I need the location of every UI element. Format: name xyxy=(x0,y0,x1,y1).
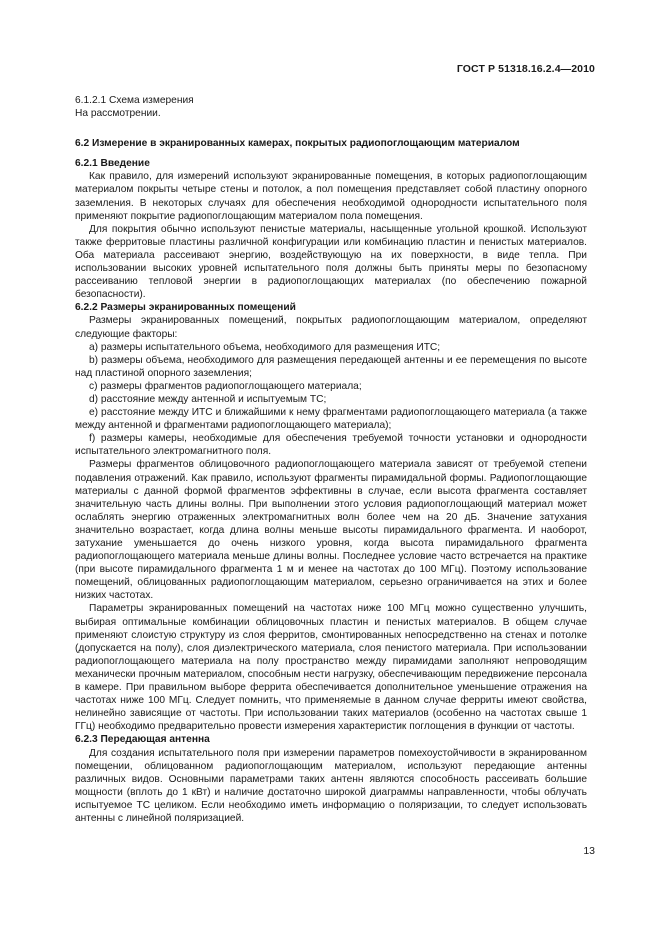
list-item-d: d) расстояние между антенной и испытуемым ТС; xyxy=(89,393,327,405)
document-body xyxy=(75,94,587,825)
section-621-paragraph-2: Для покрытия обычно используют пенистые материалы, насыщенные угольной крошкой. Используют также ферритовые пластины различной конфигурации или комбинацию пластин и пенистых материалов. Оба материала рассеивают энергию, воздействующую на их поверхности, в виде тепла. При использовании высоких уровней испытательного поля должны быть приняты меры по безопасному рассеиванию тепловой энергии в радиопоглощающих материалах (по обеспечению пожарной безопасности). xyxy=(75,223,587,301)
section-6121-text: На рассмотрении. xyxy=(75,108,161,120)
list-item-a: a) размеры испытательного объема, необходимого для размещения ИТС; xyxy=(89,341,441,353)
section-62-title: 6.2 Измерение в экранированных камерах, покрытых радиопоглощающим материалом xyxy=(75,138,520,150)
section-622-title: 6.2.2 Размеры экранированных помещений xyxy=(75,302,296,314)
section-622-paragraph-2: Параметры экранированных помещений на частотах ниже 100 МГц можно существенно улучшить, выбирая оптимальные комбинации облицовочных пластин и пенистых материалов. В общем случае применяют слоистую структуру из слоя ферритов, смонтированных непосредственно на стенах и потолке (допускается на полу), слоя диэлектрического материала, слоя пенистого материала. При использовании радиопоглощающего материала на полу пространство между пирамидами заполняют непроводящим механически прочным материалом, способным нести нагрузку, обеспечивающим передвижение персонала в камере. При правильном выборе феррита обеспечивается дополнительное уменьшение отражения на частотах ниже 100 МГц. Следует помнить, что применяемые в данном случае ферриты имеют свойства, нелинейно зависящие от частоты. При использовании таких материалов (особенно на частотах свыше 1 ГГц) необходимо предварительно провести измерения характеристик поглощения в функции от частоты. xyxy=(75,603,587,733)
list-item-b: b) размеры объема, необходимого для размещения передающей антенны и ее перемещения по высоте над пластиной опорного заземления; xyxy=(75,354,587,379)
page-number: 13 xyxy=(583,845,595,857)
list-item-e: e) расстояние между ИТС и ближайшими к нему фрагментами радиопоглощающего материала (а также между антенной и фрагментами радиопоглощающего материала); xyxy=(75,407,587,432)
section-622-paragraph-1: Размеры фрагментов облицовочного радиопоглощающего материала зависят от требуемой степени подавления отражений. Как правило, используют фрагменты пирамидальной формы. Радиопоглощающие материалы с данной формой фрагментов эффективны в случае, если высота фрагмента составляет значительную часть длины волны. При выполнении этого условия радиопоглощающий материал может ослаблять энергию отраженных электромагнитных волн более чем на 20 дБ. Значение затухания значительно возрастает, когда длина волны меньше высоты пирамидального фрагмента. И наоборот, затухание уменьшается до очень низкого уровня, когда высота пирамидального фрагмента радиопоглощающего материала меньше длины волны. Последнее условие часто встречается на практике (при высоте пирамидального фрагмента 1 м и менее на частотах до 100 МГц). Поэтому использование помещений, облицованных радиопоглощающим материалом, серьезно ограничивается на этих и более низких частотах. xyxy=(75,459,587,602)
list-item-c: c) размеры фрагментов радиопоглощающего материала; xyxy=(89,380,362,392)
section-621-paragraph-1: Как правило, для измерений используют экранированные помещения, в которых радиопоглощающим материалом покрыты четыре стены и потолок, а пол помещения представляет собой пластину опорного заземления. В некоторых случаях для обеспечения необходимой однородности испытательного поля применяют покрытие радиопоглощающим материалом пола помещения. xyxy=(75,171,587,222)
document-header: ГОСТ Р 51318.16.2.4—2010 xyxy=(456,63,595,75)
list-item-f: f) размеры камеры, необходимые для обеспечения требуемой точности установки и однородности испытательного электромагнитного поля. xyxy=(75,433,587,458)
section-622-intro: Размеры экранированных помещений, покрытых радиопоглощающим материалом, определяют следующие факторы: xyxy=(75,315,587,340)
section-6121-title: 6.1.2.1 Схема измерения xyxy=(75,95,194,106)
section-623-title: 6.2.3 Передающая антенна xyxy=(75,734,210,746)
section-621-title: 6.2.1 Введение xyxy=(75,158,150,170)
section-623-paragraph-1: Для создания испытательного поля при измерении параметров помехоустойчивости в экранированном помещении, облицованном радиопоглощающим материалом, используют передающие антенны различных видов. Основными параметрами таких антенн являются способность рассеивать большие мощности (вплоть до 1 кВт) и наличие достаточно широкой диаграммы направленности, чтобы облучать испытуемое ТС целиком. Если необходимо иметь информацию о поляризации, то следует использовать антенны с линейной поляризацией. xyxy=(75,747,587,824)
